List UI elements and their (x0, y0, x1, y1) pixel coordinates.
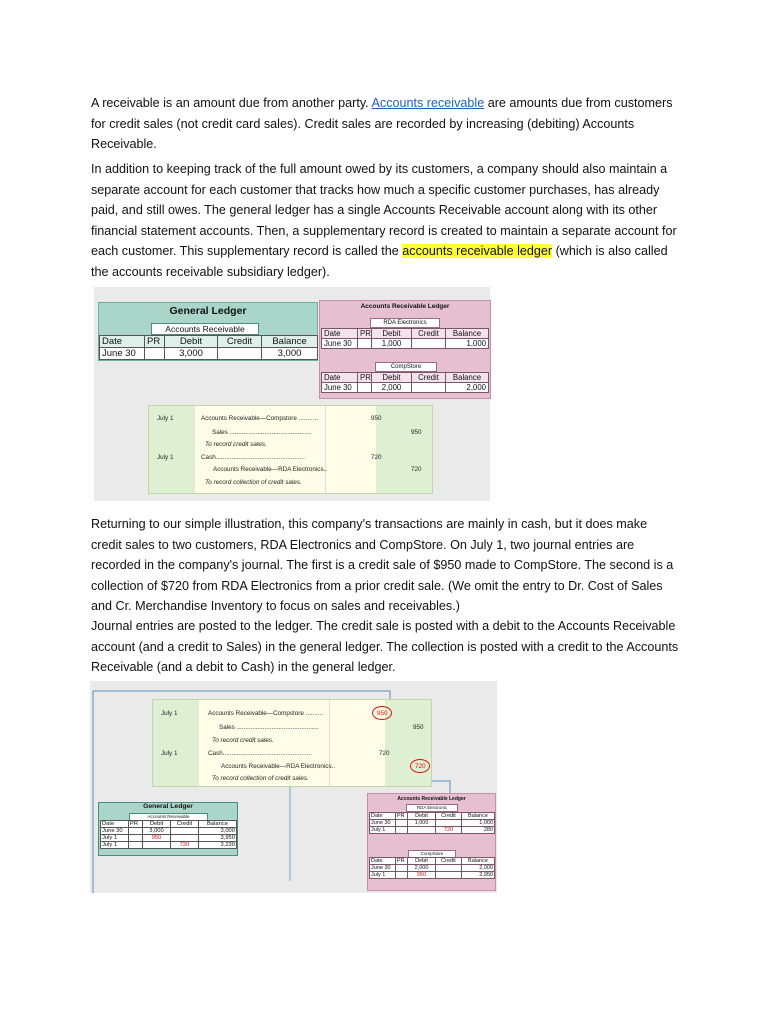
table-header-row (370, 858, 495, 865)
general-ledger-title: General Ledger (143, 803, 193, 810)
table-cell: June 30 (370, 820, 396, 827)
journal-credit: 950 (413, 724, 424, 731)
column-header: Date (370, 813, 396, 820)
general-ledger-panel (98, 802, 238, 856)
column-header: Date (322, 373, 358, 383)
column-header: Balance (446, 373, 489, 383)
journal-credit: 950 (411, 429, 422, 436)
column-header: PR (396, 858, 408, 865)
journal-date: July 1 (161, 710, 178, 717)
journal-memo: To record collection of credit sales. (212, 775, 309, 782)
table-cell: June 30 (100, 348, 145, 360)
ar-ledger-panel (367, 793, 496, 891)
table-cell (171, 835, 199, 842)
table-cell: July 1 (370, 872, 396, 879)
journal-debit: 720 (379, 750, 390, 757)
journal-line: Accounts Receivable—RDA Electronics.. (213, 466, 328, 473)
account-name: Accounts Receivable (151, 323, 259, 335)
table-cell: 1,000 (446, 339, 489, 349)
table-cell: 3,000 (262, 348, 318, 360)
highlighted-term: accounts receivable ledger (402, 244, 553, 258)
table-cell: 1,000 (462, 820, 495, 827)
journal-credit: 720 (411, 466, 422, 473)
table-header-row (101, 821, 237, 828)
table-row (101, 842, 237, 849)
table-cell: 720 (436, 827, 462, 834)
journal-line: Cash................................................... (208, 750, 312, 757)
table-cell: 2,000 (462, 865, 495, 872)
table-cell: 1,000 (408, 820, 436, 827)
journal-debit: 950 (371, 415, 382, 422)
table-cell: 3,230 (199, 842, 237, 849)
table-cell (129, 835, 143, 842)
table-cell: June 30 (370, 865, 396, 872)
table-cell: July 1 (101, 842, 129, 849)
journal-line: Accounts Receivable—Compstore ........... (201, 415, 318, 422)
journal-line: Sales ............................................... (212, 429, 312, 436)
column-header: Credit (218, 336, 262, 348)
table-row (322, 383, 489, 393)
table-header-row (370, 813, 495, 820)
paragraph-posting: Journal entries are posted to the ledger. The credit sale is posted with a debit to the Accounts Receivable account (and a credit to Sales) in the general ledger. The collection is posted with a credit to the Accounts Receivable (and a debit to Cash) in the general ledger. (91, 619, 679, 674)
journal-memo: To record credit sales. (212, 737, 274, 744)
table-cell: 3,000 (199, 828, 237, 835)
table-cell: June 30 (322, 339, 358, 349)
paragraph-intro (91, 93, 681, 155)
journal-line: Accounts Receivable—Compstore .......... (208, 710, 324, 717)
table-cell: 950 (408, 872, 436, 879)
table-cell: 1,000 (372, 339, 412, 349)
table-cell: June 30 (322, 383, 358, 393)
ar-ledger-title: Accounts Receivable Ledger (360, 303, 450, 310)
column-header: PR (129, 821, 143, 828)
customer-rda-label: RDA Electronic (406, 804, 458, 812)
table-cell (436, 820, 462, 827)
table-cell (145, 348, 165, 360)
paragraph-text: A receivable is an amount due from another party. (91, 96, 372, 110)
table-row (370, 872, 495, 879)
table-row (322, 339, 489, 349)
column-header: Balance (462, 813, 495, 820)
journal-date: July 1 (157, 415, 174, 422)
table-cell: 2,000 (372, 383, 412, 393)
customer-compstore-label: CompStore (375, 362, 437, 372)
rda-ledger-table (321, 328, 489, 349)
highlight-circle (372, 706, 392, 720)
table-header-row (100, 336, 318, 348)
paragraph-illustration: Returning to our simple illustration, this company's transactions are mainly in cash, but it does make credit sales to two customers, RDA Electronics and CompStore. On July 1, two journal entries are recorded in the company's journal. The first is a credit sale of $950 made to CompStore. The second is a collection of $720 from RDA Electronics from a prior credit sale. (We omit the entry to Dr. Cost of Sales and Cr. Merchandise Inventory to focus on sales and receivables.) (91, 517, 674, 613)
table-cell (412, 383, 446, 393)
column-header: Date (370, 858, 396, 865)
table-cell: 3,000 (165, 348, 218, 360)
column-header: Credit (436, 858, 462, 865)
table-row (370, 865, 495, 872)
journal-line: Sales ............................................... (219, 724, 319, 731)
journal-panel (148, 405, 433, 494)
paragraph-text: (which is also called the accounts receivable subsidiary ledger). (91, 244, 668, 279)
column-header: PR (358, 329, 372, 339)
journal-credit: 720 (415, 763, 426, 770)
table-cell (358, 339, 372, 349)
paragraph-text: are amounts due from customers for credit sales (not credit card sales). Credit sales are recorded by increasing (debiting) Accounts Receivable. (91, 96, 673, 151)
table-cell (171, 828, 199, 835)
table-cell (396, 872, 408, 879)
table-cell: 720 (171, 842, 199, 849)
table-cell: 3,000 (143, 828, 171, 835)
column-header: Debit (408, 813, 436, 820)
ar-ledger-title: Accounts Receivable Ledger (397, 796, 466, 802)
ledger-figure-1 (94, 287, 490, 501)
table-header-row (322, 329, 489, 339)
column-header: Balance (262, 336, 318, 348)
table-cell (408, 827, 436, 834)
table-cell (143, 842, 171, 849)
column-header: Debit (372, 329, 412, 339)
table-cell (396, 820, 408, 827)
column-header: Debit (372, 373, 412, 383)
column-header: Debit (165, 336, 218, 348)
table-row (370, 820, 495, 827)
table-cell: 950 (143, 835, 171, 842)
table-row (100, 348, 318, 360)
general-ledger-title: General Ledger (169, 305, 247, 317)
compstore-ledger-table (321, 372, 489, 393)
ar-ledger-panel (319, 300, 491, 399)
customer-compstore-label: CompStore (408, 850, 456, 858)
compstore-ledger-table (369, 857, 495, 879)
table-cell: July 1 (101, 835, 129, 842)
table-header-row (322, 373, 489, 383)
rda-ledger-table (369, 812, 495, 834)
accounts-receivable-link[interactable]: Accounts receivable (371, 96, 485, 110)
table-row (370, 827, 495, 834)
column-header: Date (322, 329, 358, 339)
table-cell: 2,000 (408, 865, 436, 872)
table-cell: June 30 (101, 828, 129, 835)
general-ledger-table (99, 335, 318, 360)
table-cell (436, 872, 462, 879)
column-header: Credit (412, 373, 446, 383)
table-cell: 2,000 (446, 383, 489, 393)
journal-debit: 950 (377, 710, 388, 717)
highlight-circle (410, 759, 430, 773)
column-header: PR (396, 813, 408, 820)
table-cell (358, 383, 372, 393)
table-cell (436, 865, 462, 872)
paragraph-text: In addition to keeping track of the full amount owed by its customers, a company should also maintain a separate account for each customer that tracks how much a specific customer purchases, has already paid, and still owes. The general ledger has a single Accounts Receivable account along with its other financial statement accounts. Then, a supplementary record is created to maintain a separate account for each customer. This supplementary record is called the (91, 162, 677, 258)
table-cell (129, 828, 143, 835)
journal-debit: 720 (371, 454, 382, 461)
customer-rda-label: RDA Electronics (370, 318, 440, 328)
column-header: PR (358, 373, 372, 383)
column-header: Balance (446, 329, 489, 339)
journal-memo: To record credit sales. (205, 441, 267, 448)
table-cell (396, 865, 408, 872)
column-header: Balance (462, 858, 495, 865)
table-cell (412, 339, 446, 349)
column-header: Credit (412, 329, 446, 339)
table-cell (129, 842, 143, 849)
column-header: Credit (171, 821, 199, 828)
paragraph-subsidiary-ledger (91, 159, 681, 282)
ledger-figure-2 (90, 681, 497, 893)
column-header: Debit (143, 821, 171, 828)
journal-panel (152, 699, 432, 787)
journal-line: Cash................................................... (201, 454, 305, 461)
journal-memo: To record collection of credit sales. (205, 479, 302, 486)
column-header: Balance (199, 821, 237, 828)
column-header: Debit (408, 858, 436, 865)
table-cell: 280 (462, 827, 495, 834)
table-row (101, 835, 237, 842)
column-header: Date (101, 821, 129, 828)
table-row (101, 828, 237, 835)
general-ledger-panel (98, 302, 318, 361)
general-ledger-table (100, 820, 237, 849)
column-header: PR (145, 336, 165, 348)
column-header: Credit (436, 813, 462, 820)
table-cell: 2,950 (462, 872, 495, 879)
table-cell: 3,950 (199, 835, 237, 842)
table-cell: July 1 (370, 827, 396, 834)
journal-date: July 1 (161, 750, 178, 757)
table-cell (396, 827, 408, 834)
column-header: Date (100, 336, 145, 348)
journal-date: July 1 (157, 454, 174, 461)
table-cell (218, 348, 262, 360)
account-name: Accounts Receivable (129, 813, 208, 821)
journal-line: Accounts Receivable—RDA Electronics.. (221, 763, 336, 770)
